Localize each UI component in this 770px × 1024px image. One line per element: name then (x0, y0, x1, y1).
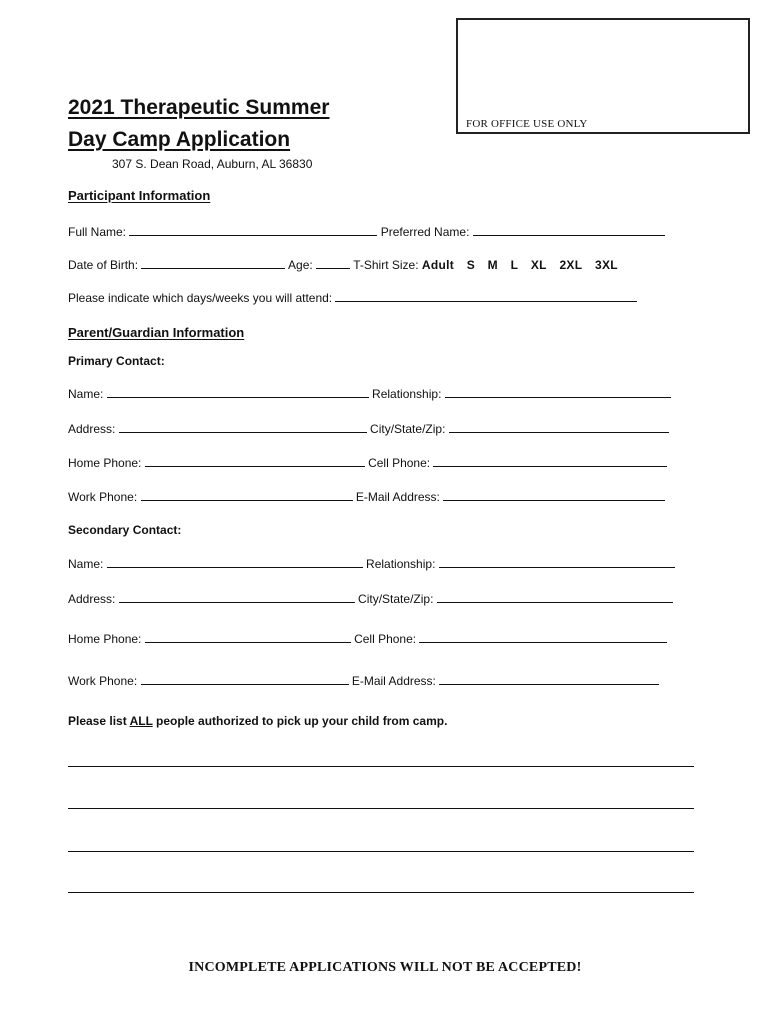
form-title-line2: Day Camp Application (68, 128, 291, 151)
pickup-instructions (68, 714, 447, 728)
pickup-person-line-3[interactable] (68, 851, 694, 852)
size-option-xl[interactable]: XL (530, 258, 547, 272)
primary-work-row (68, 489, 665, 504)
primary-address-row (68, 421, 669, 436)
primary-address-label: Address: (68, 422, 116, 436)
tshirt-size-options (422, 258, 627, 272)
primary-home-phone-field[interactable] (145, 455, 365, 467)
primary-address-field[interactable] (119, 421, 367, 433)
secondary-name-row (68, 556, 675, 571)
primary-contact-heading: Primary Contact: (68, 354, 165, 368)
full-name-field[interactable] (129, 224, 377, 236)
preferred-name-field[interactable] (473, 224, 665, 236)
secondary-address-field[interactable] (119, 591, 355, 603)
camp-address: 307 S. Dean Road, Auburn, AL 36830 (112, 157, 313, 171)
secondary-relationship-label: Relationship: (366, 557, 436, 571)
attendance-label: Please indicate which days/weeks you will attend: (68, 291, 333, 305)
primary-home-phone-label: Home Phone: (68, 456, 142, 470)
secondary-relationship-field[interactable] (439, 556, 675, 568)
pickup-person-line-4[interactable] (68, 892, 694, 893)
office-use-label: FOR OFFICE USE ONLY (466, 118, 588, 130)
primary-relationship-field[interactable] (445, 386, 671, 398)
age-label: Age: (288, 258, 313, 272)
primary-name-row (68, 386, 671, 401)
primary-cell-phone-label: Cell Phone: (368, 456, 431, 470)
secondary-city-field[interactable] (437, 591, 673, 603)
secondary-work-phone-field[interactable] (141, 673, 349, 685)
pickup-emphasis: ALL (129, 714, 153, 728)
primary-phone-row (68, 455, 667, 470)
participant-dob-row (68, 257, 627, 272)
secondary-contact-heading: Secondary Contact: (68, 523, 182, 537)
secondary-email-field[interactable] (439, 673, 659, 685)
primary-work-phone-field[interactable] (141, 489, 353, 501)
full-name-label: Full Name: (68, 225, 127, 239)
form-title-line1: 2021 Therapeutic Summer (68, 96, 330, 119)
incomplete-notice: INCOMPLETE APPLICATIONS WILL NOT BE ACCEPTED! (188, 960, 582, 975)
size-option-m[interactable]: M (487, 258, 498, 272)
secondary-work-row (68, 673, 659, 688)
attendance-row (68, 290, 637, 305)
size-option-s[interactable]: S (466, 258, 476, 272)
secondary-name-label: Name: (68, 557, 104, 571)
office-use-box (456, 18, 750, 134)
secondary-name-field[interactable] (107, 556, 363, 568)
primary-name-label: Name: (68, 387, 104, 401)
primary-city-label: City/State/Zip: (370, 422, 446, 436)
secondary-work-phone-label: Work Phone: (68, 674, 138, 688)
secondary-phone-row (68, 631, 667, 646)
pickup-person-line-1[interactable] (68, 766, 694, 767)
secondary-address-row (68, 591, 673, 606)
size-option-l[interactable]: L (510, 258, 519, 272)
pickup-prefix: Please list (68, 714, 130, 728)
primary-work-phone-label: Work Phone: (68, 490, 138, 504)
age-field[interactable] (316, 257, 350, 269)
size-option-adult[interactable]: Adult (421, 258, 455, 272)
primary-name-field[interactable] (107, 386, 369, 398)
secondary-address-label: Address: (68, 592, 116, 606)
attendance-field[interactable] (335, 290, 637, 302)
secondary-cell-phone-field[interactable] (419, 631, 667, 643)
secondary-email-label: E-Mail Address: (351, 674, 436, 688)
primary-cell-phone-field[interactable] (433, 455, 667, 467)
pickup-person-line-2[interactable] (68, 808, 694, 809)
participant-name-row (68, 224, 665, 239)
secondary-home-phone-field[interactable] (145, 631, 351, 643)
size-option-3xl[interactable]: 3XL (595, 258, 618, 272)
preferred-name-label: Preferred Name: (380, 225, 470, 239)
secondary-cell-phone-label: Cell Phone: (354, 632, 417, 646)
tshirt-label: T-Shirt Size: (353, 258, 419, 272)
secondary-home-phone-label: Home Phone: (68, 632, 142, 646)
secondary-city-label: City/State/Zip: (358, 592, 434, 606)
primary-email-field[interactable] (443, 489, 665, 501)
pickup-suffix: people authorized to pick up your child from camp. (152, 714, 448, 728)
primary-relationship-label: Relationship: (372, 387, 442, 401)
dob-label: Date of Birth: (68, 258, 139, 272)
guardian-heading: Parent/Guardian Information (68, 325, 245, 340)
dob-field[interactable] (141, 257, 285, 269)
participant-heading: Participant Information (68, 188, 211, 203)
primary-email-label: E-Mail Address: (355, 490, 440, 504)
size-option-2xl[interactable]: 2XL (559, 258, 583, 272)
primary-city-field[interactable] (449, 421, 669, 433)
